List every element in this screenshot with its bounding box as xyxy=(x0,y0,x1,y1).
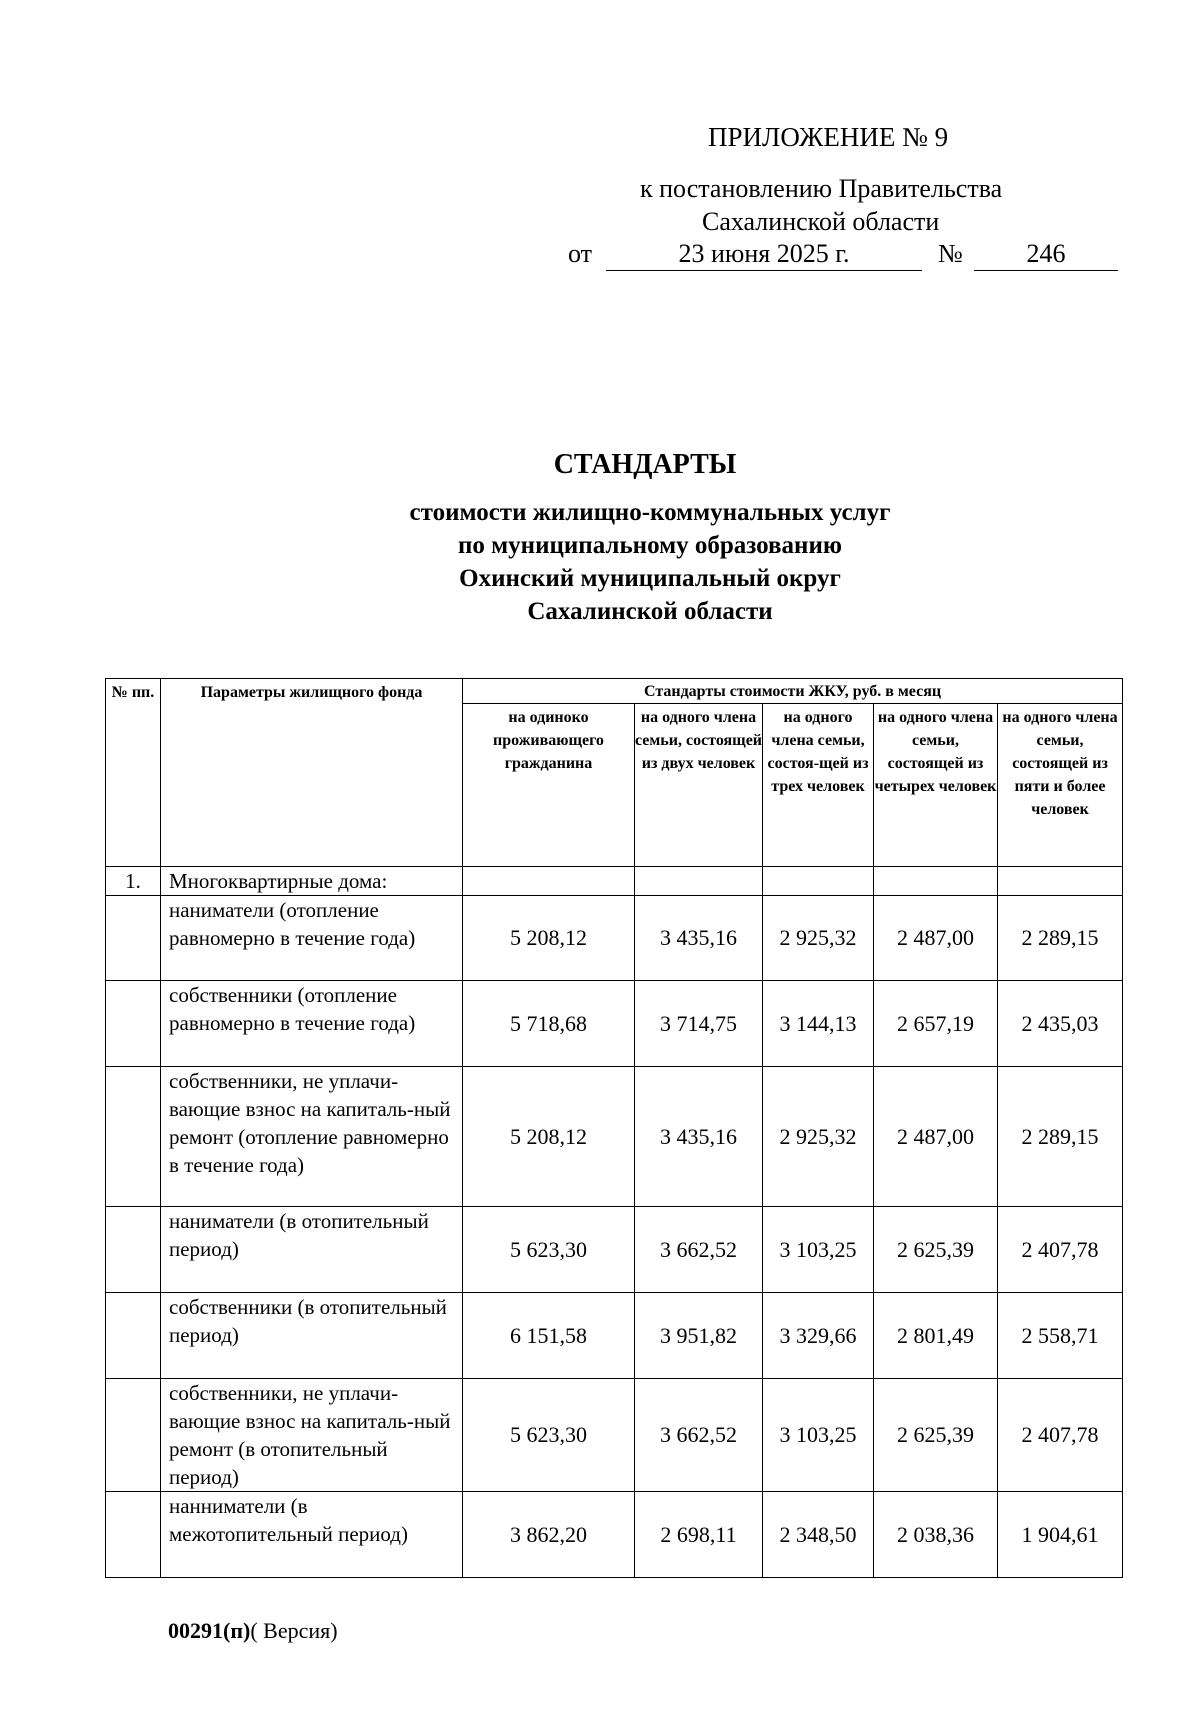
row-value: 2 698,11 xyxy=(635,1492,763,1578)
row-label: собственники (отопление равномерно в течение года) xyxy=(161,981,463,1067)
row-value: 3 435,16 xyxy=(635,896,763,981)
row-value: 3 144,13 xyxy=(763,981,874,1067)
row-value: 1 904,61 xyxy=(998,1492,1123,1578)
row-value: 2 925,32 xyxy=(763,1067,874,1207)
row-value: 3 435,16 xyxy=(635,1067,763,1207)
col-header-text: на одного члена семьи, состоящей из четырех человек xyxy=(874,709,997,795)
reference-line-2: Сахалинской области xyxy=(702,207,940,236)
table-row xyxy=(106,981,1123,1067)
row-value: 2 435,03 xyxy=(998,981,1123,1067)
row-value: 2 348,50 xyxy=(763,1492,874,1578)
row-value: 2 801,49 xyxy=(874,1293,998,1379)
footer-code xyxy=(168,1618,338,1644)
row-index: 1. xyxy=(106,867,161,896)
empty-cell xyxy=(763,867,874,896)
number-sign: № xyxy=(938,239,963,268)
row-label: собственники, не уплачи-вающие взнос на капиталь-ный ремонт (в отопительный период) xyxy=(161,1379,463,1492)
empty-cell xyxy=(635,867,763,896)
empty-cell xyxy=(998,867,1123,896)
col-header-text: на одного члена семьи, состоящей из двух человек xyxy=(635,709,763,772)
row-value: 2 289,15 xyxy=(998,896,1123,981)
row-value: 3 714,75 xyxy=(635,981,763,1067)
table-section-row xyxy=(106,867,1123,896)
row-value: 5 208,12 xyxy=(463,896,635,981)
document-version: ( Версия) xyxy=(250,1618,338,1643)
document-number: 246 xyxy=(974,239,1118,271)
reference-line-1: к постановлению Правительства xyxy=(640,174,1003,203)
document-date: 23 июня 2025 г. xyxy=(606,239,922,271)
row-label: собственники (в отопительный период) xyxy=(161,1293,463,1379)
table-row xyxy=(106,1293,1123,1379)
row-value: 2 487,00 xyxy=(874,1067,998,1207)
row-value: 3 951,82 xyxy=(635,1293,763,1379)
empty-cell xyxy=(463,867,635,896)
col-header-number: № пп. xyxy=(106,679,161,867)
standards-table xyxy=(105,678,1123,1578)
date-prefix: от xyxy=(568,239,593,268)
col-header-four xyxy=(874,704,998,867)
row-value: 2 558,71 xyxy=(998,1293,1123,1379)
subtitle-line: по муниципальному образованию xyxy=(458,532,842,559)
table-row xyxy=(106,896,1123,981)
row-value: 3 662,52 xyxy=(635,1379,763,1492)
row-value: 2 625,39 xyxy=(874,1207,998,1293)
document-title: СТАНДАРТЫ xyxy=(553,449,737,480)
table-row xyxy=(106,1379,1123,1492)
document-code: 00291(п) xyxy=(168,1618,251,1643)
row-index xyxy=(106,1067,161,1207)
row-value: 3 103,25 xyxy=(763,1207,874,1293)
row-value: 3 662,52 xyxy=(635,1207,763,1293)
appendix-title: ПРИЛОЖЕНИЕ № 9 xyxy=(708,122,949,152)
row-value: 5 208,12 xyxy=(463,1067,635,1207)
col-header-three xyxy=(763,704,874,867)
row-label: Многоквартирные дома: xyxy=(161,867,463,896)
subtitle-line: Охинский муниципальный округ xyxy=(459,565,841,592)
row-value: 3 329,66 xyxy=(763,1293,874,1379)
row-value: 5 623,30 xyxy=(463,1379,635,1492)
row-index xyxy=(106,1293,161,1379)
row-value: 2 289,15 xyxy=(998,1067,1123,1207)
row-label: наниматели (отопление равномерно в течение года) xyxy=(161,896,463,981)
col-header-five xyxy=(998,704,1123,867)
row-value: 5 623,30 xyxy=(463,1207,635,1293)
col-header-group: Стандарты стоимости ЖКУ, руб. в месяц xyxy=(463,679,1123,704)
document-date-row xyxy=(568,239,1128,273)
document-subtitle xyxy=(0,496,1200,628)
row-value: 3 862,20 xyxy=(463,1492,635,1578)
row-label: нанниматели (в межотопительный период) xyxy=(161,1492,463,1578)
row-value: 2 407,78 xyxy=(998,1379,1123,1492)
col-header-text: на одного члена семьи, состоя-щей из трех человек xyxy=(767,709,869,795)
empty-cell xyxy=(874,867,998,896)
row-value: 2 487,00 xyxy=(874,896,998,981)
row-value: 2 657,19 xyxy=(874,981,998,1067)
row-label: собственники, не уплачи-вающие взнос на капиталь-ный ремонт (отопление равномерно в течение года) xyxy=(161,1067,463,1207)
subtitle-line: Сахалинской области xyxy=(527,598,773,625)
subtitle-line: стоимости жилищно-коммунальных услуг xyxy=(409,499,891,526)
col-header-params: Параметры жилищного фонда xyxy=(161,679,463,867)
row-index xyxy=(106,1492,161,1578)
row-index xyxy=(106,1379,161,1492)
table-row xyxy=(106,1492,1123,1578)
row-value: 3 103,25 xyxy=(763,1379,874,1492)
row-value: 2 625,39 xyxy=(874,1379,998,1492)
col-header-two xyxy=(635,704,763,867)
col-header-single xyxy=(463,704,635,867)
row-value: 2 407,78 xyxy=(998,1207,1123,1293)
row-value: 6 151,58 xyxy=(463,1293,635,1379)
row-index xyxy=(106,981,161,1067)
row-index xyxy=(106,1207,161,1293)
row-value: 2 925,32 xyxy=(763,896,874,981)
row-value: 2 038,36 xyxy=(874,1492,998,1578)
table-row xyxy=(106,1067,1123,1207)
table-body xyxy=(106,896,1123,1578)
row-index xyxy=(106,896,161,981)
row-label: наниматели (в отопительный период) xyxy=(161,1207,463,1293)
row-value: 5 718,68 xyxy=(463,981,635,1067)
col-header-text: на одиноко проживающего гражданина xyxy=(493,709,604,772)
col-header-text: на одного члена семьи, состоящей из пяти и более человек xyxy=(1002,709,1118,818)
table-row xyxy=(106,1207,1123,1293)
